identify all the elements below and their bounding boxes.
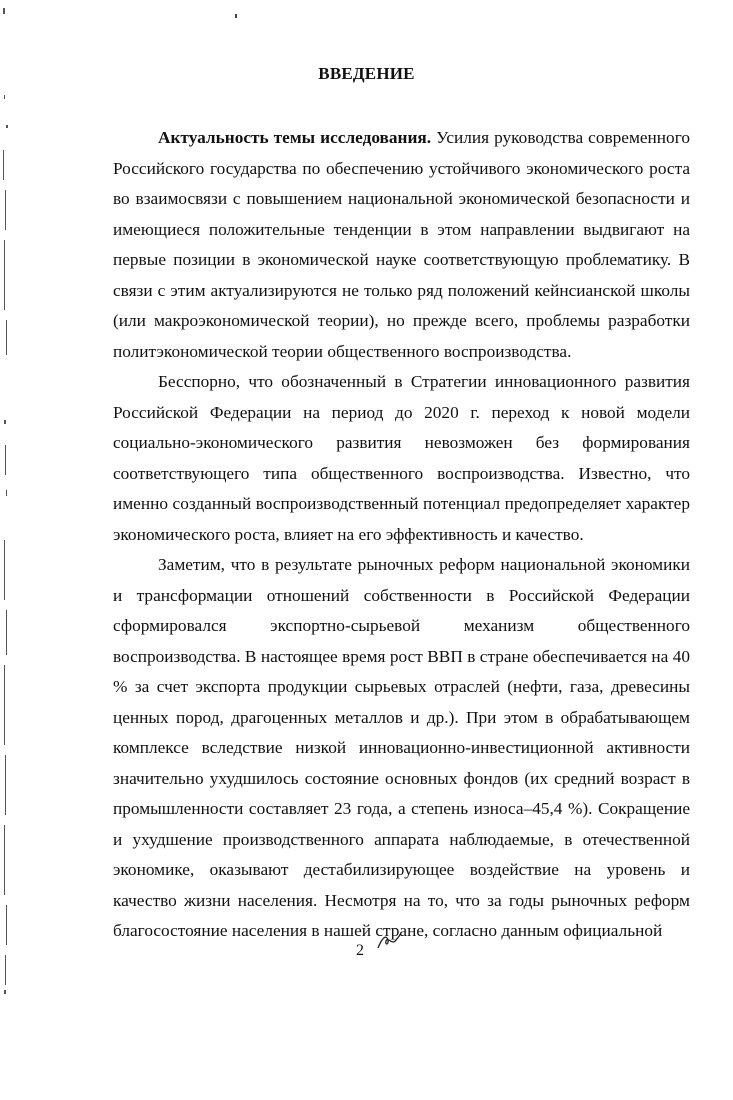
paragraph-3: Заметим, что в результате рыночных реформ национальной экономики и трансформации отношений собственности в Российской Федерации сформировался экспортно-сырьевой механизм общественного воспроизводства. В настоящее время рост ВВП в стране обеспечивается на 40 % за счет экспорта продукции сырьевых отраслей (нефти, газа, древесины ценных пород, драгоценных металлов и др.). При этом в обрабатывающем комплексе вследствие низкой инновационно-инвестиционной активности значительно ухудшилось состояние основных фондов (их средний возраст в промышленности составляет 23 года, а степень износа–45,4 %). Сокращение и ухудшение производственного аппарата наблюдаемые, в отечественной экономике, оказывают дестабилизирующее воздействие на уровень и качество жизни населения. Несмотря на то, что за годы рыночных реформ благосостояние населения в нашей стране, согласно данным официальной bbox=[113, 555, 690, 940]
paragraph-lead: Актуальность темы исследования. bbox=[158, 128, 432, 147]
body-text bbox=[113, 123, 690, 947]
scan-edge-artifact bbox=[0, 0, 24, 1100]
page-title: ВВЕДЕНИЕ bbox=[318, 64, 415, 83]
paragraph-text: Усилия руководства современного Российского государства по обеспечению устойчивого экономического роста во взаимосвязи с повышением национальной экономической безопасности и имеющиеся положительные тенденции в этом направлении выдвигают на первые позиции в экономической науке соответствующую проблематику. В связи с этим актуализируются не только ряд положений кейнсианской школы (или макроэкономической теории), но прежде всего, проблемы разработки политэкономической теории общественного воспроизводства. bbox=[113, 128, 690, 361]
paragraph-1 bbox=[113, 123, 690, 367]
handwritten-mark-icon bbox=[376, 930, 402, 954]
page-number: 2 bbox=[356, 942, 364, 959]
paragraph-2: Бесспорно, что обозначенный в Стратегии инновационного развития Российской Федерации на период до 2020 г. переход к новой модели социально-экономического развития невозможен без формирования соответствующего типа общественного воспроизводства. Известно, что именно созданный воспроизводственный потенциал предопределяет характер экономического роста, влияет на его эффективность и качество. bbox=[113, 372, 690, 544]
scan-speck bbox=[235, 14, 237, 18]
